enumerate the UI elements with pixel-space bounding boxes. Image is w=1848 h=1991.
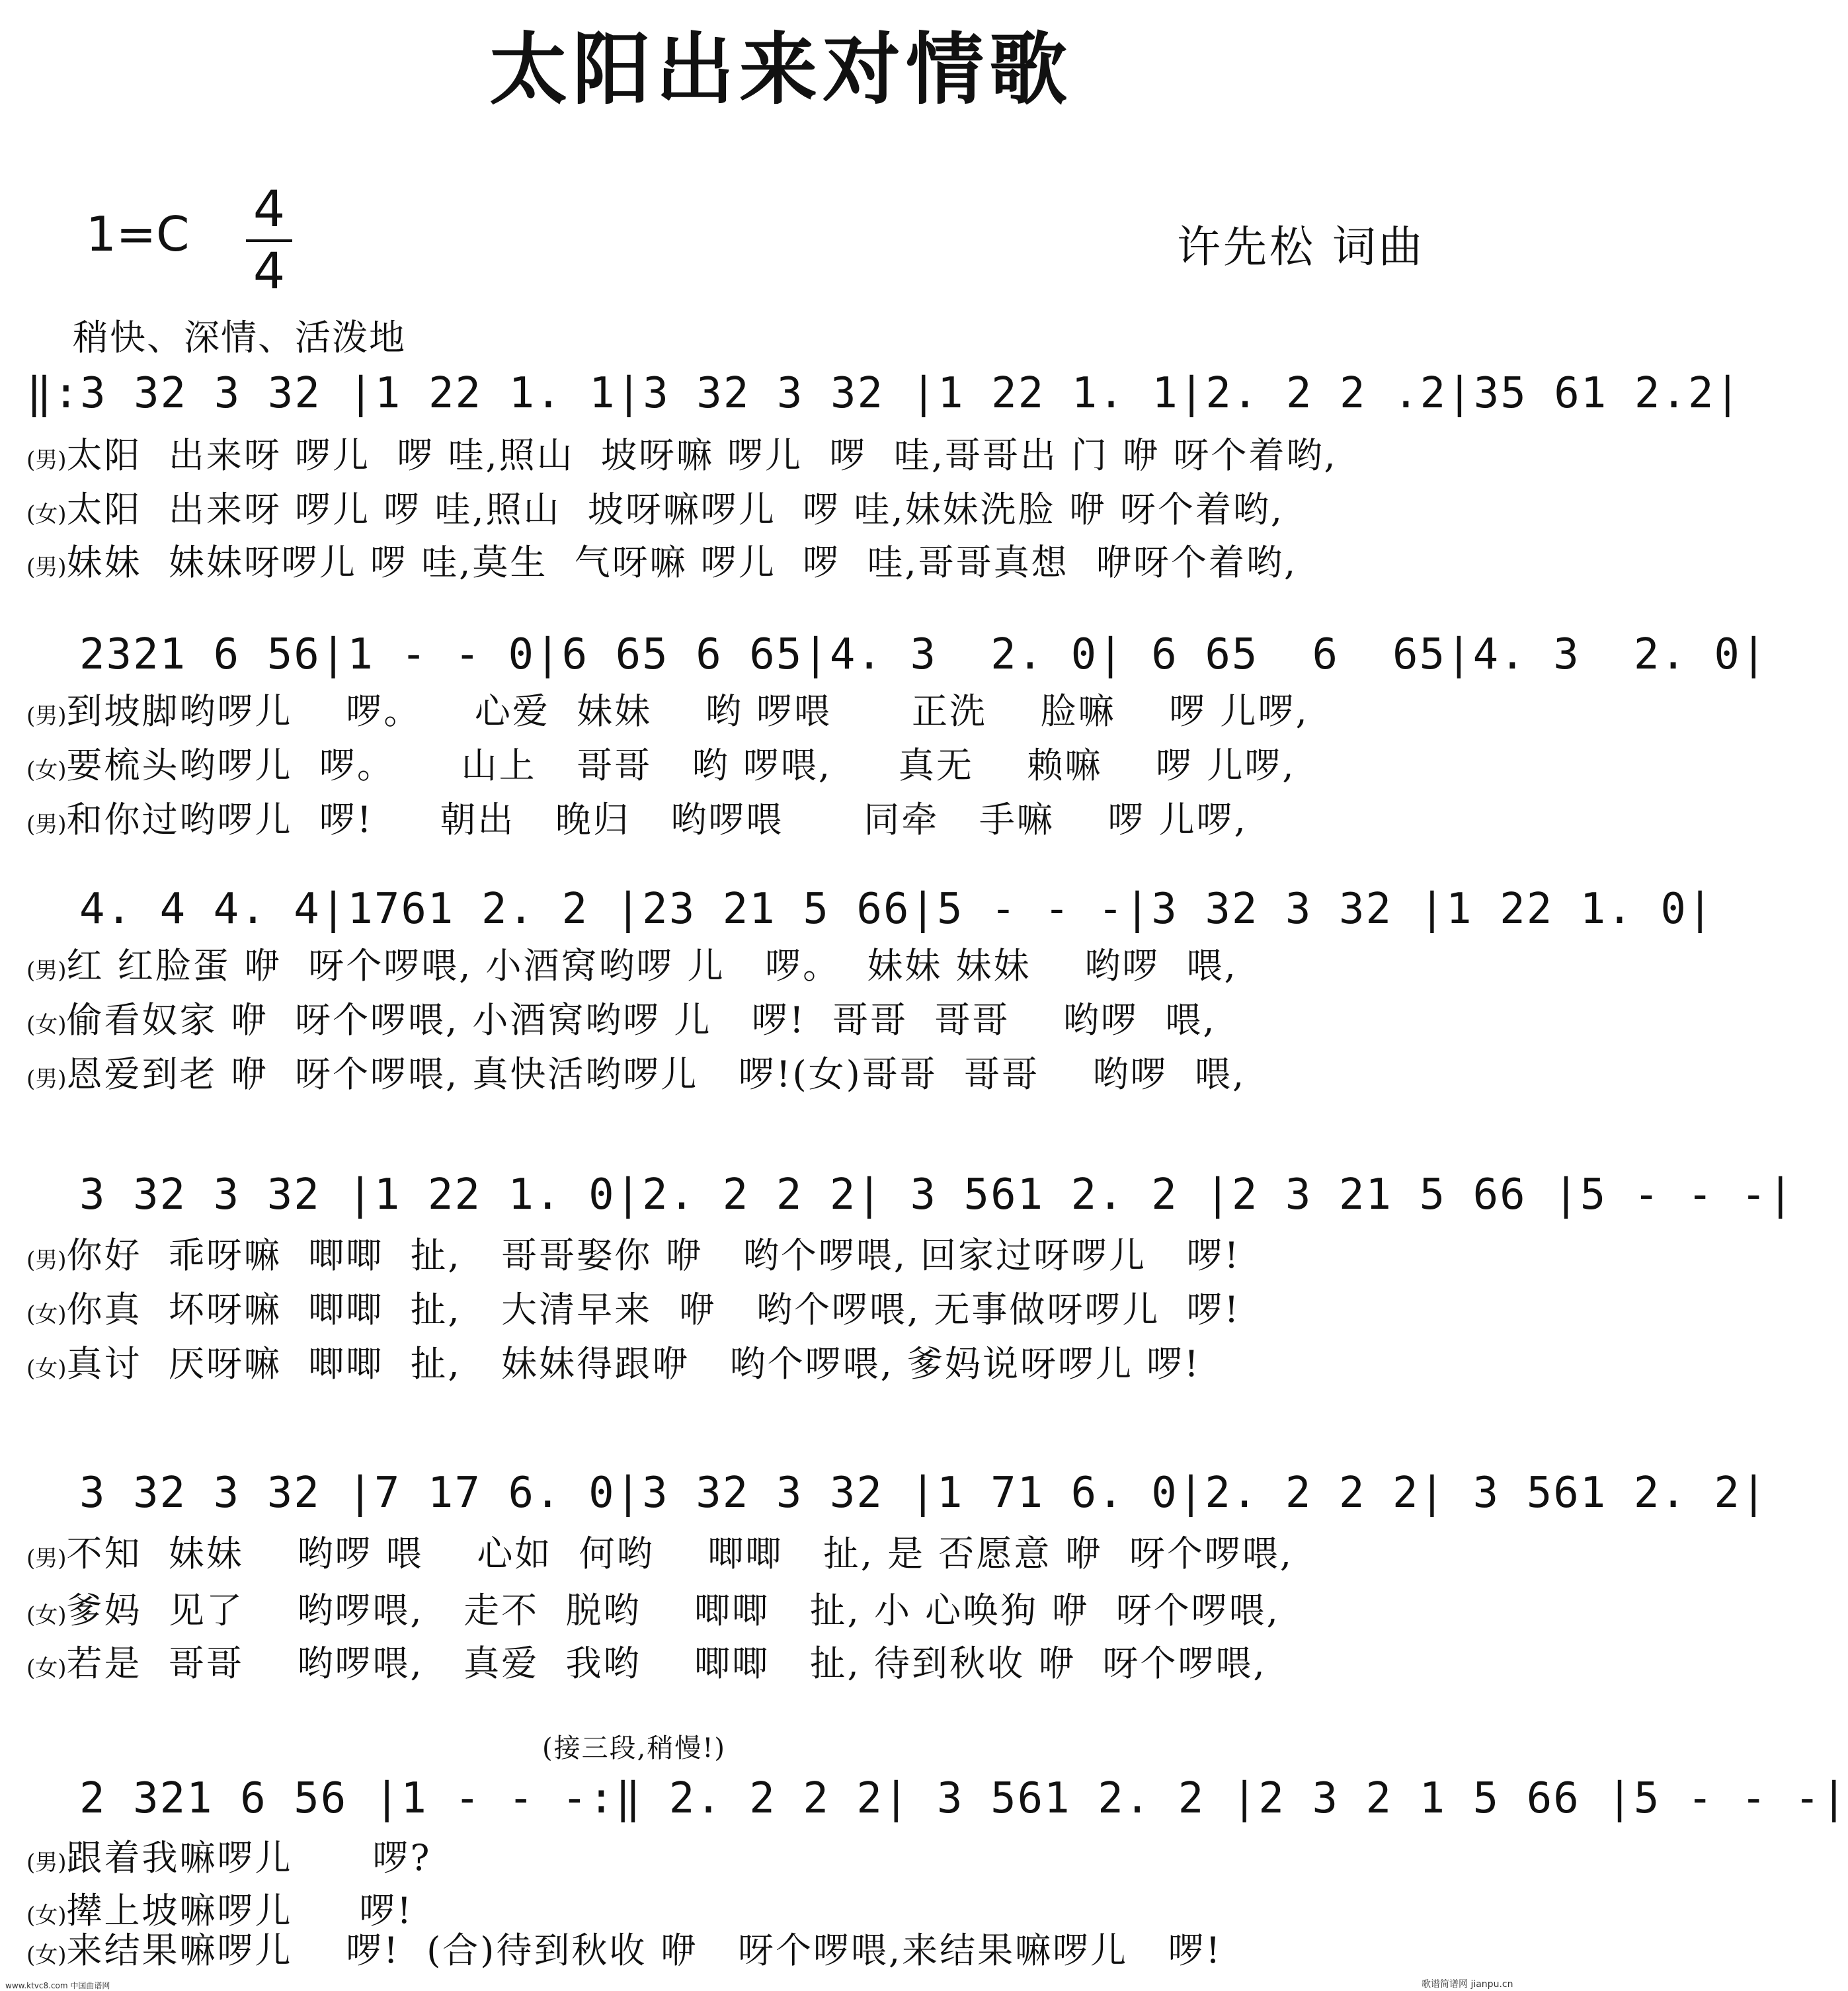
lyric-text: 红 红脸蛋 咿 呀个啰喂, 小酒窝哟啰 儿 啰。 妹妹 妹妹 哟啰 喂,	[66, 945, 1238, 987]
lyric-line	[26, 489, 1284, 536]
lyric-line	[26, 1235, 1240, 1281]
time-signature	[246, 179, 292, 300]
lyric-text: 恩爱到老 咿 呀个啰喂, 真快活哟啰儿 啰!(女)哥哥 哥哥 哟啰 喂,	[66, 1053, 1246, 1095]
lyric-line	[26, 745, 1295, 792]
lyric-line	[26, 999, 1217, 1046]
singer-role: (女)	[26, 1356, 67, 1382]
singer-role: (男)	[26, 1247, 67, 1274]
singer-role: (女)	[26, 1012, 67, 1038]
lyric-text: 跟着我嘛啰儿 啰?	[66, 1837, 432, 1879]
lyric-line	[26, 1590, 1280, 1637]
lyric-line	[26, 1053, 1246, 1100]
lyric-line	[26, 1343, 1201, 1390]
key-signature: 1=C	[86, 206, 190, 262]
lyric-line	[26, 542, 1297, 589]
tempo-marking: 稍快、深情、活泼地	[73, 317, 406, 358]
time-signature-bottom: 4	[253, 241, 286, 300]
notation-line: 2321 6 56|1 - - 0|6 65 6 65|4. 3 2. 0| 6 65 6 65|4. 3 2. 0|	[79, 630, 1768, 679]
lyric-text: 妹妹 妹妹呀啰儿 啰 哇,莫生 气呀嘛 啰儿 啰 哇,哥哥真想 咿呀个着哟,	[66, 542, 1298, 583]
watermark-left: www.ktvc8.com 中国曲谱网	[5, 1981, 110, 1990]
singer-role: (女)	[26, 1655, 67, 1682]
lyric-text: 来结果嘛啰儿 啰! (合)待到秋收 咿 呀个啰喂,来结果嘛啰儿 啰!	[66, 1930, 1223, 1971]
lyric-text: 偷看奴家 咿 呀个啰喂, 小酒窝哟啰 儿 啰! 哥哥 哥哥 哟啰 喂,	[66, 999, 1217, 1041]
lyric-text: 爹妈 见了 哟啰喂, 走不 脱哟 唧唧 扯, 小 心唤狗 咿 呀个啰喂,	[66, 1590, 1280, 1631]
lyric-text: 真讨 厌呀嘛 唧唧 扯, 妹妹得跟咿 哟个啰喂, 爹妈说呀啰儿 啰!	[66, 1343, 1201, 1385]
singer-role: (女)	[26, 501, 67, 528]
performance-annotation: (接三段,稍慢!)	[542, 1733, 726, 1764]
song-title: 太阳出来对情歌	[489, 24, 1072, 115]
singer-role: (女)	[26, 1301, 67, 1328]
singer-role: (男)	[26, 703, 67, 729]
singer-role: (男)	[26, 1849, 67, 1876]
lyric-text: 和你过哟啰儿 啰! 朝出 晚归 哟啰喂 同牵 手嘛 啰 儿啰,	[66, 799, 1248, 840]
lyric-text: 不知 妹妹 哟啰 喂 心如 何哟 唧唧 扯, 是 否愿意 咿 呀个啰喂,	[66, 1533, 1293, 1574]
singer-role: (男)	[26, 1545, 67, 1572]
notation-line: 3 32 3 32 |1 22 1. 0|2. 2 2 2| 3 561 2. 2 |2 3 21 5 66 |5 - - -|	[79, 1170, 1794, 1219]
lyric-text: 太阳 出来呀 啰儿 啰 哇,照山 坡呀嘛啰儿 啰 哇,妹妹洗脸 咿 呀个着哟,	[66, 489, 1285, 530]
lyric-line	[26, 799, 1248, 846]
singer-role: (女)	[26, 1602, 67, 1629]
lyric-text: 到坡脚哟啰儿 啰。 心爱 妹妹 哟 啰喂 正洗 脸嘛 啰 儿啰,	[66, 690, 1309, 732]
notation-line: 4. 4 4. 4|1761 2. 2 |23 21 5 66|5 - - -|3 32 3 32 |1 22 1. 0|	[79, 885, 1714, 934]
singer-role: (男)	[26, 447, 67, 473]
notation-line: ‖:3 32 3 32 |1 22 1. 1|3 32 3 32 |1 22 1. 1|2. 2 2 .2|35 61 2.2|	[26, 369, 1742, 418]
singer-role: (男)	[26, 811, 67, 838]
lyric-text: 你好 乖呀嘛 唧唧 扯, 哥哥娶你 咿 哟个啰喂, 回家过呀啰儿 啰!	[66, 1235, 1241, 1276]
lyric-line	[26, 1289, 1240, 1336]
lyric-line	[26, 1643, 1267, 1689]
lyric-text: 要梳头哟啰儿 啰。 山上 哥哥 哟 啰喂, 真无 赖嘛 啰 儿啰,	[66, 745, 1296, 786]
singer-role: (女)	[26, 1942, 67, 1969]
lyric-line	[26, 434, 1338, 481]
lyric-text: 若是 哥哥 哟啰喂, 真爱 我哟 唧唧 扯, 待到秋收 咿 呀个啰喂,	[66, 1643, 1267, 1684]
lyric-line	[26, 1533, 1293, 1580]
notation-line: 3 32 3 32 |7 17 6. 0|3 32 3 32 |1 71 6. 0|2. 2 2 2| 3 561 2. 2|	[79, 1469, 1768, 1518]
lyric-line	[26, 1837, 431, 1884]
lyric-line	[26, 945, 1238, 992]
watermark-right: 歌谱简谱网 jianpu.cn	[1422, 1979, 1513, 1990]
singer-role: (男)	[26, 1066, 67, 1092]
lyric-line	[26, 690, 1309, 737]
lyric-line	[26, 1930, 1222, 1976]
singer-role: (女)	[26, 1902, 67, 1929]
singer-role: (女)	[26, 757, 67, 784]
lyric-text: 你真 坏呀嘛 唧唧 扯, 大清早来 咿 哟个啰喂, 无事做呀啰儿 啰!	[66, 1289, 1241, 1330]
composer-credit: 许先松 词曲	[1177, 222, 1425, 272]
lyric-text: 太阳 出来呀 啰儿 啰 哇,照山 坡呀嘛 啰儿 啰 哇,哥哥出 门 咿 呀个着哟,	[66, 434, 1338, 476]
lyric-text: 撵上坡嘛啰儿 啰!	[66, 1890, 414, 1931]
time-signature-top: 4	[253, 179, 286, 238]
notation-line: 2 321 6 56 |1 - - -:‖ 2. 2 2 2| 3 561 2. 2 |2 3 2 1 5 66 |5 - - -|	[79, 1774, 1848, 1823]
singer-role: (男)	[26, 554, 67, 581]
singer-role: (男)	[26, 957, 67, 984]
